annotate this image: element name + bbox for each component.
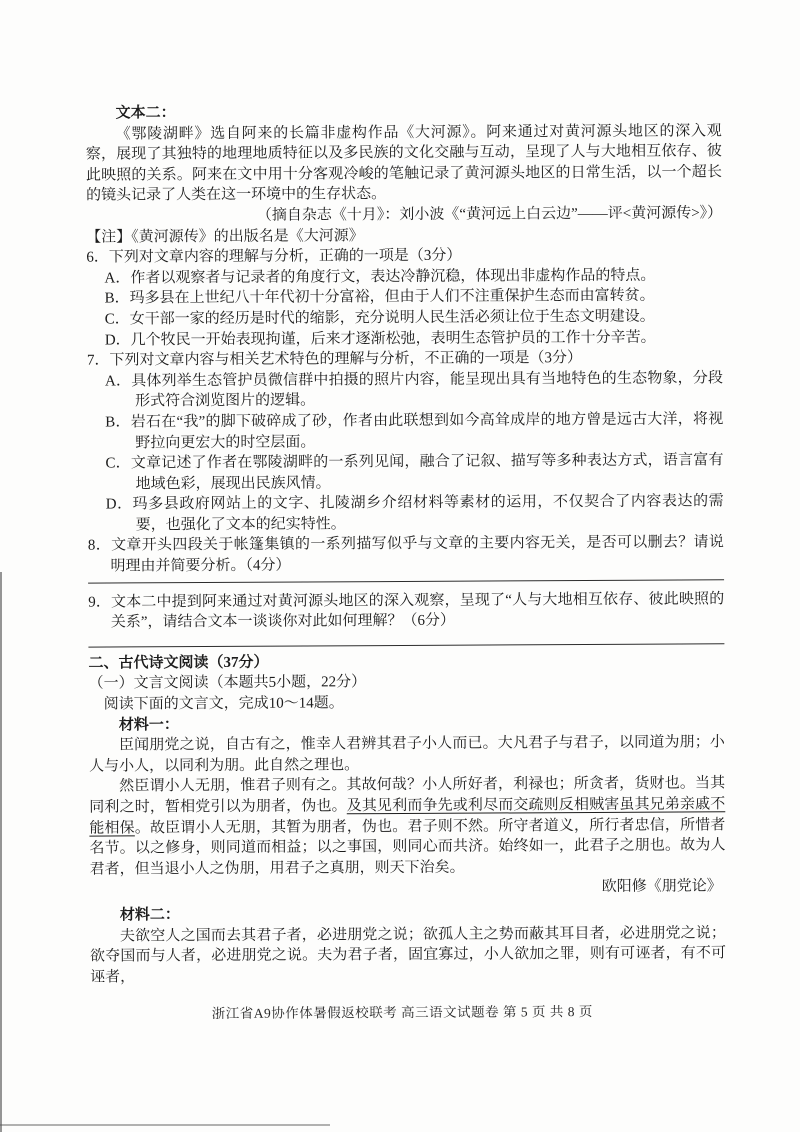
question-9-block — [88, 579, 724, 648]
material-1-paragraph-1: 臣闻朋党之说，自古有之，惟幸人君辨其君子小人而已。大凡君子与君子，以同道为朋；小人与小人，以同利为朋。此自然之理也。 — [89, 734, 725, 775]
question-7-option-d: D．玛多县政府网站上的文字、扎陵湖乡介绍材料等素材的运用，不仅契合了内容表达的需要，也强化了文本的纪实特性。 — [105, 493, 724, 534]
page-footer: 浙江省A9协作体暑假返校联考 高三语文试题卷 第 5 页 共 8 页 — [211, 1003, 593, 1021]
text2-source-citation: （摘自杂志《十月》：刘小波《“黄河远上白云边”——评<黄河源传>》） — [256, 205, 723, 224]
section-2-subheading: （一）文言文阅读（本题共5小题，22分） — [88, 674, 367, 693]
question-7 — [87, 347, 724, 536]
scan-artifact-bottom-edge — [0, 1124, 330, 1126]
material-2-heading: 材料二： — [119, 907, 180, 924]
question-6 — [86, 244, 723, 350]
question-6-option-c: C．女干部一家的经历是时代的缩影，充分说明人民生活必须让位于生态文明建设。 — [104, 308, 655, 328]
question-7-stem: 7．下列对文章内容与相关艺术特色的理解与分析，不正确的一项是（3分） — [86, 350, 582, 369]
section-2-instruction: 阅读下面的文言文，完成10～14题。 — [103, 695, 344, 713]
question-7-option-c: C．文章记述了作者在鄂陵湖畔的一系列见闻，融合了记叙、描写等多种表达方式，语言富有地域色彩，展现出民族风情。 — [105, 452, 724, 493]
question-6-option-b: B．玛多县在上世纪八十年代初十分富裕，但由于人们不注重保护生态而由富转贫。 — [104, 288, 655, 307]
question-8-stem: 8．文章开头四段关于帐篷集镇的一系列描写似乎与文章的主要内容无关，是否可以删去？请说明理由并简要分析。（4分） — [87, 534, 724, 575]
question-9-stem: 9．文本二中提到阿来通过对黄河源头地区的深入观察，呈现了“人与大地相互依存、彼此映照的关系”，请结合文本一谈谈你对此如何理解？（6分） — [88, 590, 725, 631]
material-1-paragraph-2 — [89, 774, 726, 880]
question-6-option-d: D．几个牧民一开始表现拘谨，后来才逐渐松弛，表明生态管护员的工作十分辛苦。 — [104, 329, 656, 349]
question-6-option-a: A．作者以观察者与记录者的角度行文，表达冷静沉稳，体现出非虚构作品的特点。 — [104, 267, 656, 287]
material-2-paragraph-1: 夫欲空人之国而去其君子者，必进朋党之说；欲孤人主之势而蔽其耳目者，必进朋党之说；欲夺国而与人者，必进朋党之说。夫为君子者，固宜寡过，小人欲加之罪，则有可诬者，有不可诬者， — [90, 924, 727, 986]
material-1-attribution: 欧阳修《朋党论》 — [601, 878, 722, 896]
text2-paragraph: 《鄂陵湖畔》选自阿来的长篇非虚构作品《大河源》。阿来通过对黄河源头地区的深入观察，展现了其独特的地理地质特征以及多民族的文化交融与互动，呈现了人与大地相互依存、彼此映照的关系。阿来在文中用十分客观冷峻的笔触记录了黄河源头地区的日常生活，以一个超长的镜头记录了人类在这一环境中的生存状态。 — [85, 122, 722, 205]
material-1-p2-underlined-sentence: 及其见利而争先或利尽而交疏则反相贼害虽其兄弟亲戚不能相保 — [89, 796, 726, 837]
material-1-p2-text-after: 。故臣谓小人无朋，其暂为朋者，伪也。君子则不然。所守者道义，所行者忠信，所惜者名节。以之修身，则同道而相益；以之事国，则同心而共济。始终如一，此君子之朋也。故为人君者，但当退小人之伪朋，用君子之真朋，则天下治矣。 — [89, 816, 726, 878]
scan-artifact-left-edge — [0, 572, 2, 1132]
page-content — [86, 100, 727, 988]
section-2-heading: 二、古代诗文阅读（37分） — [88, 654, 269, 672]
question-7-option-b: B．岩石在“我”的脚下破碎成了砂，作者由此联想到如今高耸成岸的地方曾是远古大洋，将视野拉向更宏大的时空层面。 — [105, 411, 724, 451]
material-1-heading: 材料一： — [118, 716, 179, 734]
question-6-stem: 6．下列对文章内容的理解与分析，正确的一项是（3分） — [86, 247, 462, 266]
text2-heading: 文本二： — [115, 105, 176, 122]
material-1-p2-text-before: 然臣谓小人无朋，惟君子则有之。其故何哉？小人所好者，利禄也；所贪者，货财也。当其同利之时，暂相党引以为朋者，伪也。 — [89, 775, 726, 816]
question-7-option-a: A．具体列举生态管护员微信群中拍摄的照片内容，能呈现出具有当地特色的生态物象，分段形式符合浏览图片的逻辑。 — [104, 370, 724, 410]
text2-note: 【注】《黄河源传》的出版名是《大河源》 — [86, 227, 364, 246]
